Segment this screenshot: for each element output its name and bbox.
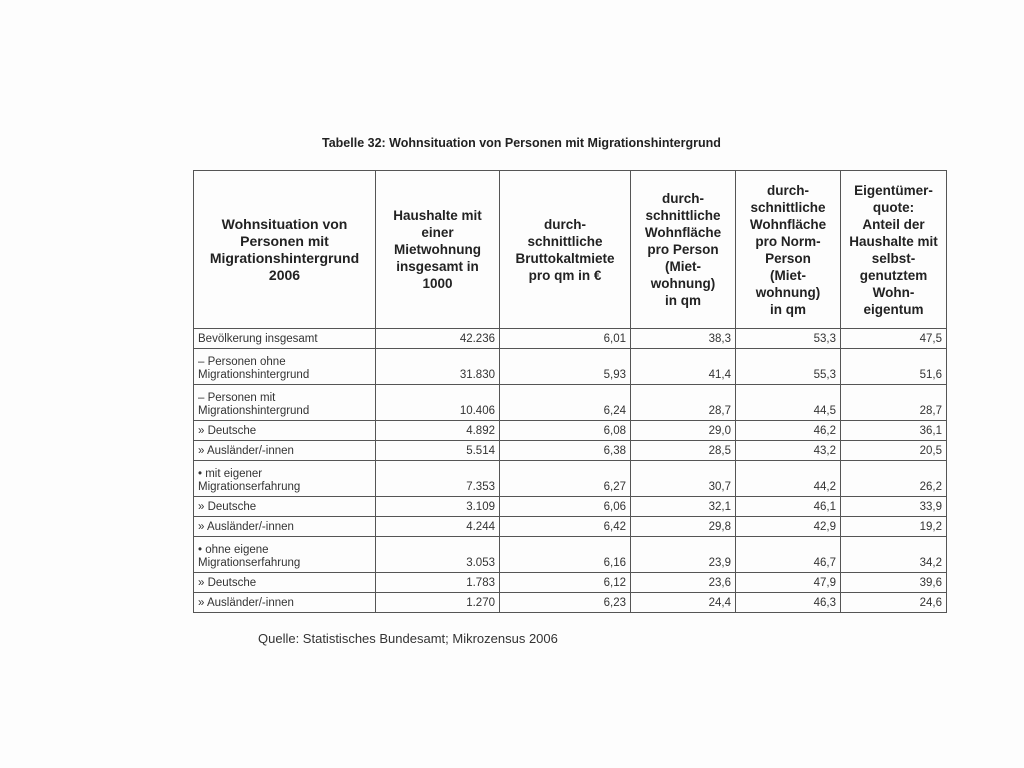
- rent-cell: 6,42: [500, 517, 631, 537]
- column-header: [500, 171, 631, 329]
- area-per-norm-person-cell: 47,9: [736, 573, 841, 593]
- table-row: [194, 573, 947, 593]
- source-note: Quelle: Statistisches Bundesamt; Mikrozensus 2006: [258, 631, 558, 646]
- households-cell: 1.270: [376, 593, 500, 613]
- table-caption: Tabelle 32: Wohnsituation von Personen mit Migrationshintergrund: [322, 136, 721, 150]
- area-per-norm-person-cell: 46,7: [736, 537, 841, 573]
- area-per-norm-person-cell: 46,3: [736, 593, 841, 613]
- row-label: » Ausländer/-innen: [194, 517, 376, 537]
- table-row: [194, 421, 947, 441]
- ownership-rate-cell: 36,1: [841, 421, 947, 441]
- rent-cell: 6,38: [500, 441, 631, 461]
- table-row: [194, 385, 947, 421]
- column-header: [736, 171, 841, 329]
- column-header: [631, 171, 736, 329]
- ownership-rate-cell: 26,2: [841, 461, 947, 497]
- area-per-person-cell: 23,9: [631, 537, 736, 573]
- housing-table: [193, 170, 947, 613]
- ownership-rate-cell: 28,7: [841, 385, 947, 421]
- households-cell: 4.244: [376, 517, 500, 537]
- area-per-person-cell: 32,1: [631, 497, 736, 517]
- table-row: [194, 517, 947, 537]
- area-per-norm-person-cell: 44,5: [736, 385, 841, 421]
- ownership-rate-cell: 33,9: [841, 497, 947, 517]
- households-cell: 7.353: [376, 461, 500, 497]
- column-header-label: Eigentümer- quote: Anteil der Haushalte mit selbst- genutztem Wohn- eigentum: [849, 182, 938, 317]
- row-label: » Ausländer/-innen: [194, 593, 376, 613]
- households-cell: 3.053: [376, 537, 500, 573]
- area-per-person-cell: 29,0: [631, 421, 736, 441]
- ownership-rate-cell: 20,5: [841, 441, 947, 461]
- row-label: – Personen mit Migrationshintergrund: [194, 385, 376, 421]
- table-row: [194, 349, 947, 385]
- rent-cell: 5,93: [500, 349, 631, 385]
- area-per-person-cell: 29,8: [631, 517, 736, 537]
- area-per-norm-person-cell: 55,3: [736, 349, 841, 385]
- ownership-rate-cell: 24,6: [841, 593, 947, 613]
- row-label: » Deutsche: [194, 421, 376, 441]
- rent-cell: 6,27: [500, 461, 631, 497]
- rent-cell: 6,08: [500, 421, 631, 441]
- row-label: • mit eigener Migrationserfahrung: [194, 461, 376, 497]
- column-header-label: Wohnsituation von Personen mit Migrationshintergrund 2006: [209, 215, 360, 283]
- area-per-person-cell: 30,7: [631, 461, 736, 497]
- table-row: [194, 593, 947, 613]
- column-header-label: durch- schnittliche Wohnfläche pro Norm- Person (Miet- wohnung) in qm: [749, 182, 827, 317]
- ownership-rate-cell: 39,6: [841, 573, 947, 593]
- table-body: [194, 329, 947, 613]
- households-cell: 10.406: [376, 385, 500, 421]
- area-per-norm-person-cell: 53,3: [736, 329, 841, 349]
- households-cell: 1.783: [376, 573, 500, 593]
- ownership-rate-cell: 47,5: [841, 329, 947, 349]
- column-header: [841, 171, 947, 329]
- table-row: [194, 497, 947, 517]
- rent-cell: 6,01: [500, 329, 631, 349]
- table-row: [194, 537, 947, 573]
- households-cell: 42.236: [376, 329, 500, 349]
- area-per-norm-person-cell: 44,2: [736, 461, 841, 497]
- area-per-norm-person-cell: 46,1: [736, 497, 841, 517]
- area-per-norm-person-cell: 42,9: [736, 517, 841, 537]
- row-label: Bevölkerung insgesamt: [194, 329, 376, 349]
- table-header-row: [194, 171, 947, 329]
- rent-cell: 6,24: [500, 385, 631, 421]
- row-label: » Deutsche: [194, 497, 376, 517]
- area-per-person-cell: 23,6: [631, 573, 736, 593]
- column-header: [376, 171, 500, 329]
- area-per-norm-person-cell: 43,2: [736, 441, 841, 461]
- ownership-rate-cell: 34,2: [841, 537, 947, 573]
- column-header-label: durch- schnittliche Wohnfläche pro Person (Miet- wohnung) in qm: [644, 191, 722, 308]
- ownership-rate-cell: 51,6: [841, 349, 947, 385]
- table-row: [194, 461, 947, 497]
- row-label: • ohne eigene Migrationserfahrung: [194, 537, 376, 573]
- column-header: [194, 171, 376, 329]
- area-per-person-cell: 41,4: [631, 349, 736, 385]
- ownership-rate-cell: 19,2: [841, 517, 947, 537]
- households-cell: 4.892: [376, 421, 500, 441]
- households-cell: 5.514: [376, 441, 500, 461]
- rent-cell: 6,23: [500, 593, 631, 613]
- rent-cell: 6,12: [500, 573, 631, 593]
- area-per-person-cell: 28,7: [631, 385, 736, 421]
- households-cell: 3.109: [376, 497, 500, 517]
- row-label: » Deutsche: [194, 573, 376, 593]
- table-row: [194, 441, 947, 461]
- area-per-person-cell: 24,4: [631, 593, 736, 613]
- area-per-person-cell: 28,5: [631, 441, 736, 461]
- rent-cell: 6,06: [500, 497, 631, 517]
- rent-cell: 6,16: [500, 537, 631, 573]
- column-header-label: durch- schnittliche Bruttokaltmiete pro qm in €: [515, 216, 615, 283]
- table-row: [194, 329, 947, 349]
- area-per-norm-person-cell: 46,2: [736, 421, 841, 441]
- row-label: – Personen ohne Migrationshintergrund: [194, 349, 376, 385]
- row-label: » Ausländer/-innen: [194, 441, 376, 461]
- column-header-label: Haushalte mit einer Mietwohnung insgesamt in 1000: [393, 208, 482, 291]
- area-per-person-cell: 38,3: [631, 329, 736, 349]
- households-cell: 31.830: [376, 349, 500, 385]
